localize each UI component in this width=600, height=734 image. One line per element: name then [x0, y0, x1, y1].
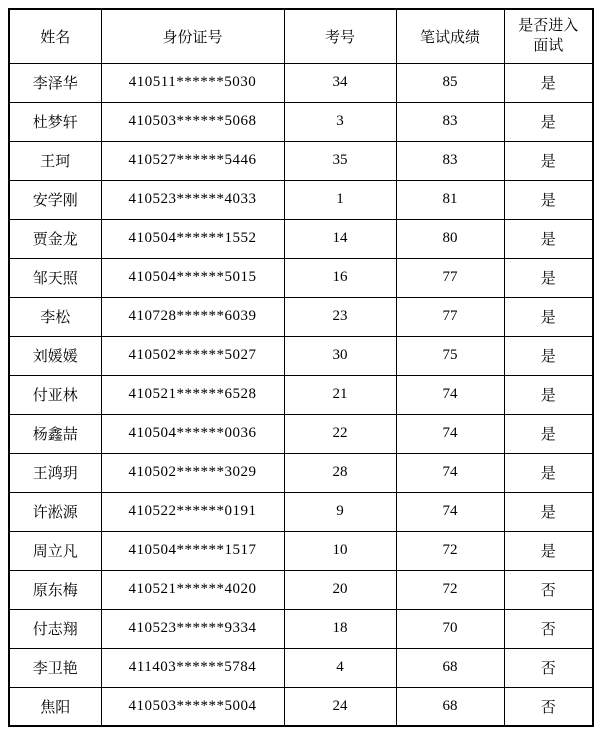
- table-body: [9, 63, 593, 726]
- table-row: [9, 531, 593, 570]
- cell-score: 83: [396, 102, 504, 141]
- cell-name: 付亚林: [9, 375, 101, 414]
- cell-id-number: 410502******5027: [101, 336, 284, 375]
- cell-id-number: 410504******5015: [101, 258, 284, 297]
- cell-interview: 是: [504, 141, 593, 180]
- cell-name: 贾金龙: [9, 219, 101, 258]
- cell-id-number: 410523******4033: [101, 180, 284, 219]
- cell-interview: 是: [504, 297, 593, 336]
- cell-name: 安学刚: [9, 180, 101, 219]
- cell-name: 李泽华: [9, 63, 101, 102]
- table-row: [9, 336, 593, 375]
- cell-score: 70: [396, 609, 504, 648]
- cell-exam-number: 35: [284, 141, 396, 180]
- cell-score: 77: [396, 258, 504, 297]
- results-table: [8, 8, 594, 727]
- table-row: [9, 219, 593, 258]
- cell-name: 李卫艳: [9, 648, 101, 687]
- cell-score: 72: [396, 531, 504, 570]
- table-row: [9, 180, 593, 219]
- cell-interview: 是: [504, 453, 593, 492]
- cell-id-number: 410522******0191: [101, 492, 284, 531]
- header-id-number: 身份证号: [101, 9, 284, 63]
- header-name: 姓名: [9, 9, 101, 63]
- cell-exam-number: 16: [284, 258, 396, 297]
- cell-interview: 否: [504, 570, 593, 609]
- cell-score: 81: [396, 180, 504, 219]
- header-interview: 是否进入 面试: [504, 9, 593, 63]
- cell-name: 周立凡: [9, 531, 101, 570]
- cell-id-number: 410527******5446: [101, 141, 284, 180]
- cell-exam-number: 3: [284, 102, 396, 141]
- cell-exam-number: 22: [284, 414, 396, 453]
- cell-score: 68: [396, 687, 504, 726]
- cell-score: 74: [396, 375, 504, 414]
- cell-score: 85: [396, 63, 504, 102]
- cell-interview: 是: [504, 414, 593, 453]
- cell-name: 李松: [9, 297, 101, 336]
- cell-exam-number: 10: [284, 531, 396, 570]
- table-row: [9, 63, 593, 102]
- cell-exam-number: 24: [284, 687, 396, 726]
- table-row: [9, 141, 593, 180]
- cell-exam-number: 30: [284, 336, 396, 375]
- cell-name: 原东梅: [9, 570, 101, 609]
- cell-exam-number: 34: [284, 63, 396, 102]
- cell-score: 74: [396, 453, 504, 492]
- cell-name: 焦阳: [9, 687, 101, 726]
- cell-exam-number: 9: [284, 492, 396, 531]
- cell-interview: 是: [504, 375, 593, 414]
- table-row: [9, 258, 593, 297]
- header-row: [9, 9, 593, 63]
- header-score: 笔试成绩: [396, 9, 504, 63]
- table-row: [9, 297, 593, 336]
- cell-name: 付志翔: [9, 609, 101, 648]
- cell-id-number: 410511******5030: [101, 63, 284, 102]
- cell-exam-number: 20: [284, 570, 396, 609]
- cell-exam-number: 28: [284, 453, 396, 492]
- header-exam-number: 考号: [284, 9, 396, 63]
- table-row: [9, 414, 593, 453]
- cell-interview: 是: [504, 336, 593, 375]
- cell-name: 王鸿玥: [9, 453, 101, 492]
- cell-id-number: 410728******6039: [101, 297, 284, 336]
- cell-id-number: 410503******5004: [101, 687, 284, 726]
- cell-name: 邹天照: [9, 258, 101, 297]
- table-row: [9, 570, 593, 609]
- cell-interview: 否: [504, 687, 593, 726]
- cell-score: 68: [396, 648, 504, 687]
- cell-interview: 是: [504, 531, 593, 570]
- cell-id-number: 410521******6528: [101, 375, 284, 414]
- cell-interview: 是: [504, 219, 593, 258]
- cell-id-number: 410504******1517: [101, 531, 284, 570]
- cell-exam-number: 1: [284, 180, 396, 219]
- cell-score: 74: [396, 492, 504, 531]
- cell-name: 许淞源: [9, 492, 101, 531]
- cell-score: 83: [396, 141, 504, 180]
- cell-id-number: 410504******0036: [101, 414, 284, 453]
- cell-id-number: 410523******9334: [101, 609, 284, 648]
- cell-exam-number: 23: [284, 297, 396, 336]
- table-row: [9, 687, 593, 726]
- cell-interview: 是: [504, 180, 593, 219]
- cell-id-number: 411403******5784: [101, 648, 284, 687]
- cell-interview: 是: [504, 63, 593, 102]
- cell-interview: 是: [504, 258, 593, 297]
- cell-id-number: 410521******4020: [101, 570, 284, 609]
- cell-id-number: 410502******3029: [101, 453, 284, 492]
- cell-name: 王珂: [9, 141, 101, 180]
- cell-interview: 否: [504, 609, 593, 648]
- cell-score: 77: [396, 297, 504, 336]
- cell-score: 75: [396, 336, 504, 375]
- cell-exam-number: 18: [284, 609, 396, 648]
- cell-id-number: 410503******5068: [101, 102, 284, 141]
- cell-name: 刘媛媛: [9, 336, 101, 375]
- cell-score: 74: [396, 414, 504, 453]
- cell-score: 80: [396, 219, 504, 258]
- cell-interview: 是: [504, 492, 593, 531]
- cell-name: 杜梦轩: [9, 102, 101, 141]
- cell-interview: 否: [504, 648, 593, 687]
- cell-exam-number: 14: [284, 219, 396, 258]
- cell-interview: 是: [504, 102, 593, 141]
- table-row: [9, 453, 593, 492]
- table-row: [9, 375, 593, 414]
- cell-name: 杨鑫喆: [9, 414, 101, 453]
- cell-score: 72: [396, 570, 504, 609]
- table-row: [9, 648, 593, 687]
- table-row: [9, 492, 593, 531]
- cell-exam-number: 4: [284, 648, 396, 687]
- cell-id-number: 410504******1552: [101, 219, 284, 258]
- table-row: [9, 102, 593, 141]
- table-row: [9, 609, 593, 648]
- cell-exam-number: 21: [284, 375, 396, 414]
